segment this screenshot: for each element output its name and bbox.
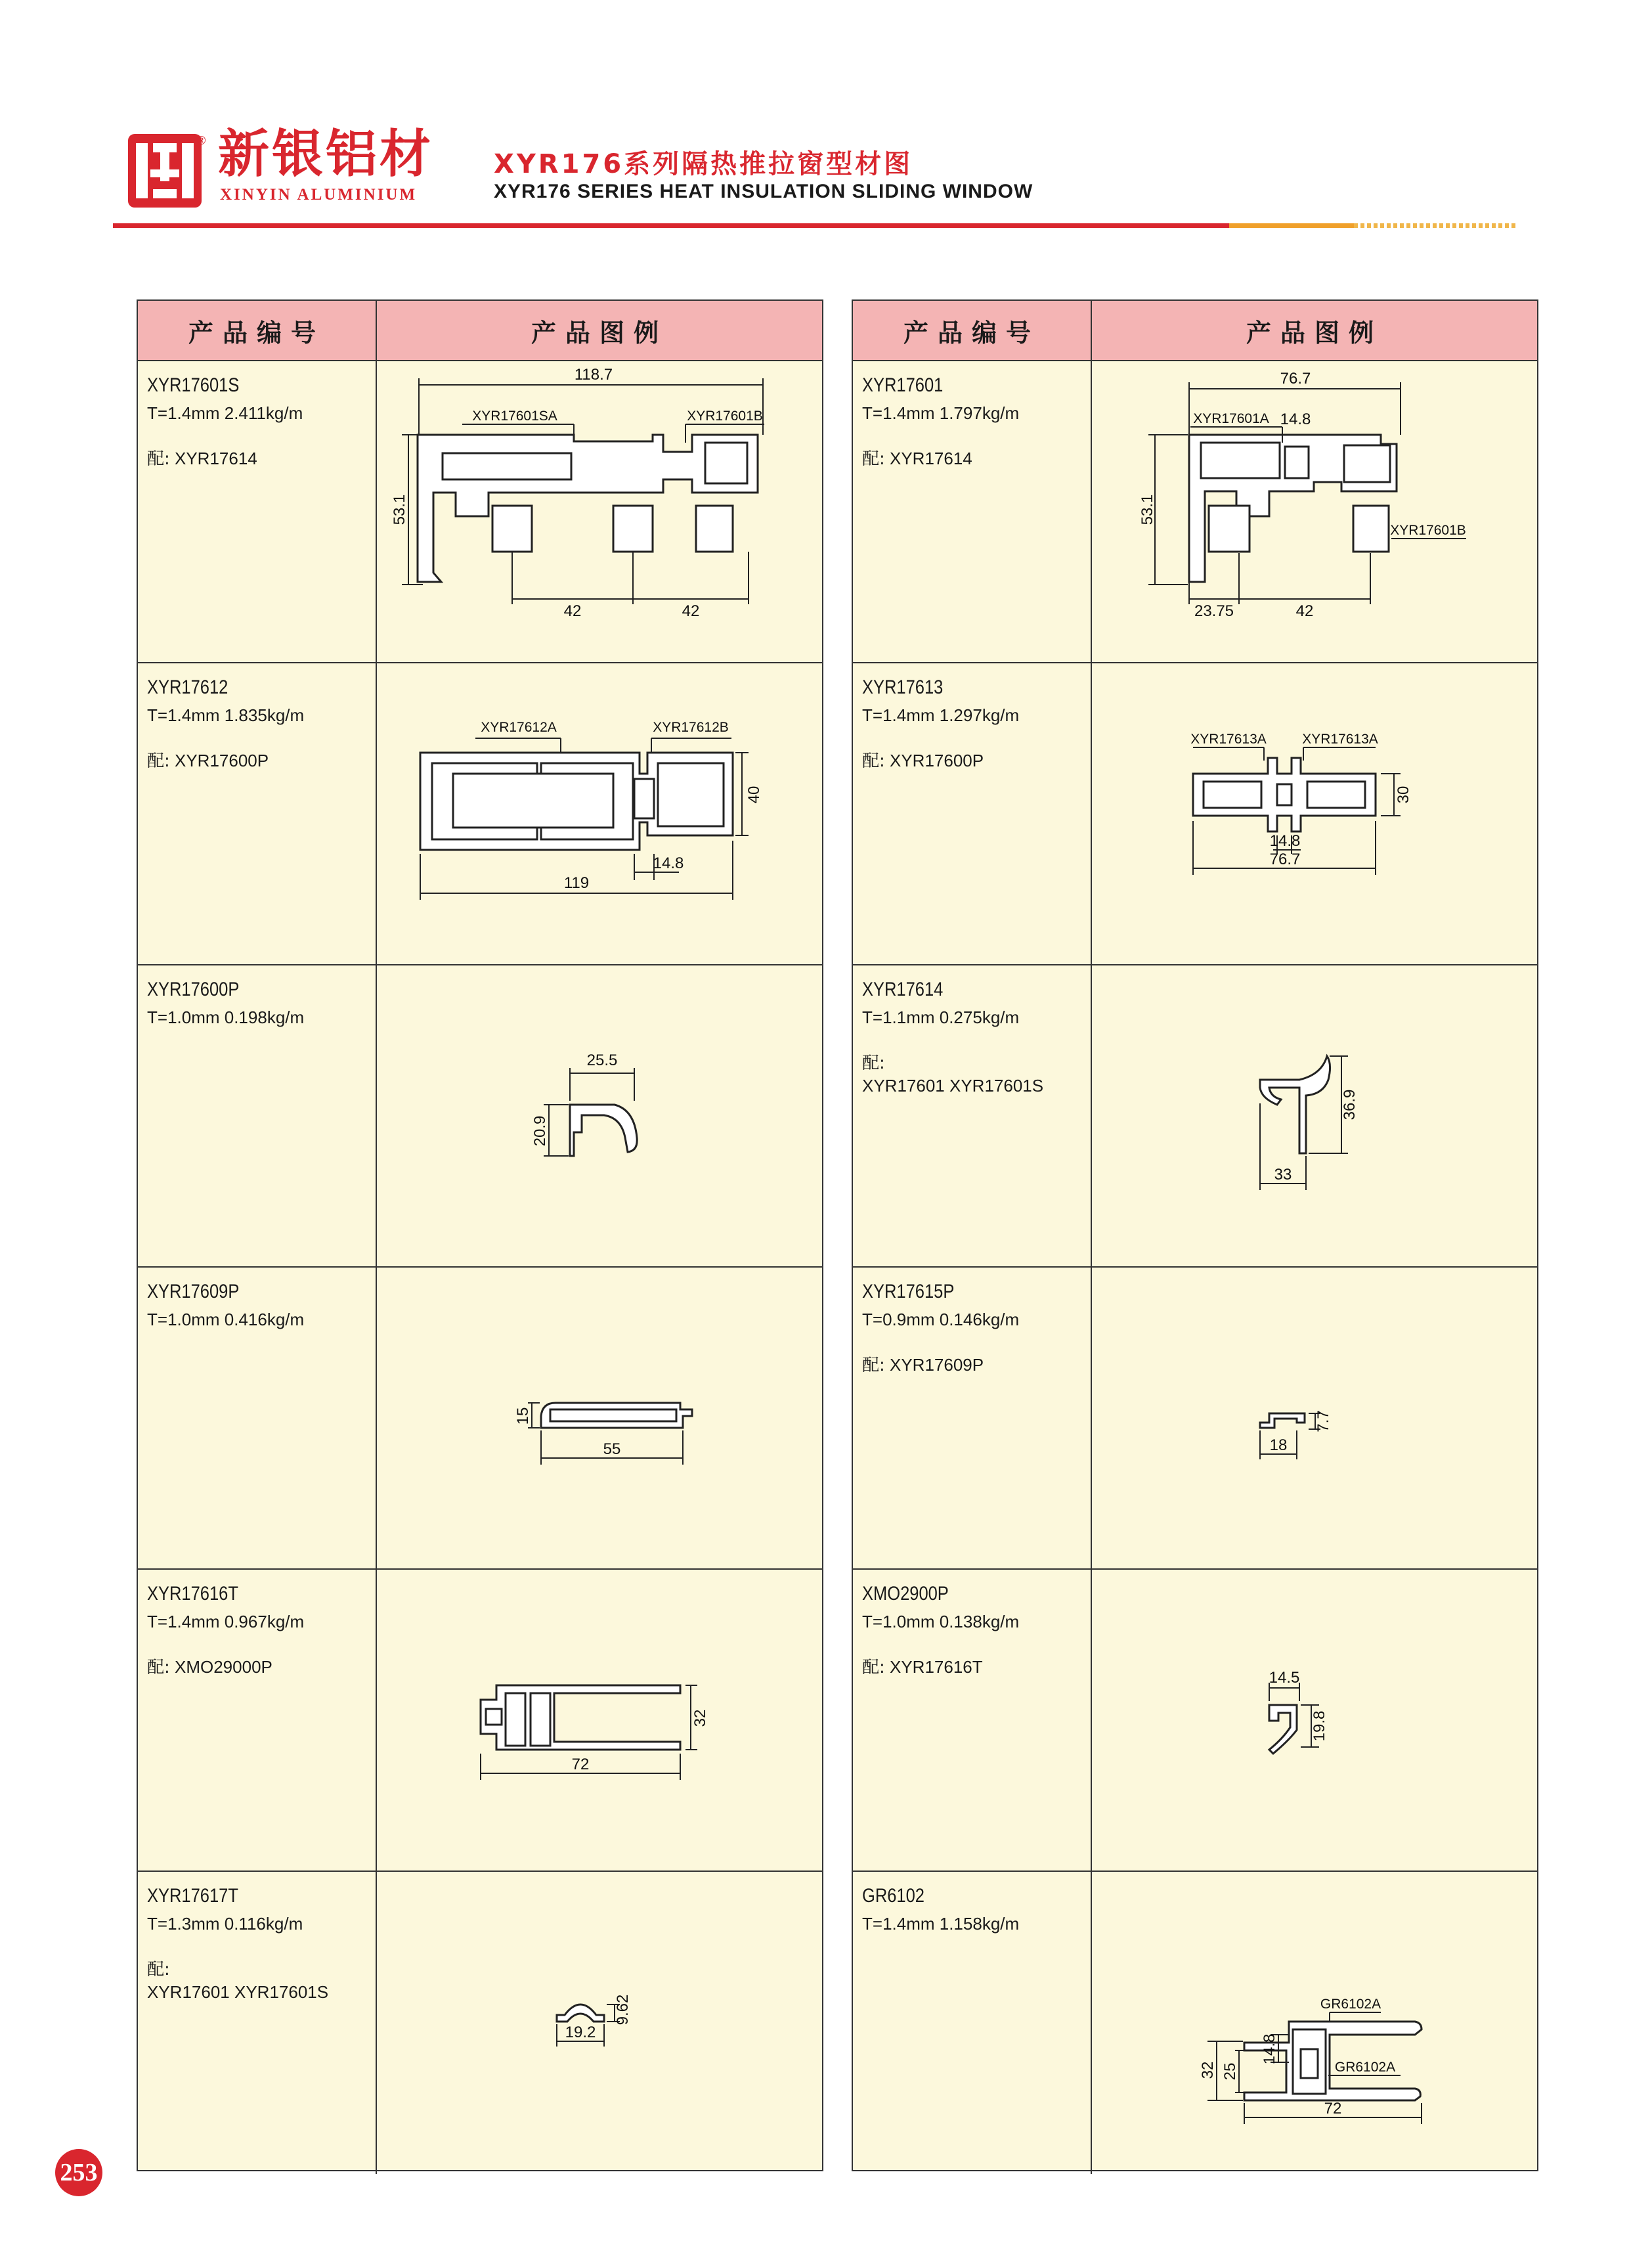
dim-width: 55	[603, 1440, 621, 1458]
dim-height: 20.9	[531, 1115, 549, 1147]
product-info	[853, 663, 1092, 964]
dim-strip: 14.8	[653, 854, 684, 872]
product-code: GR6102	[862, 1885, 924, 1907]
product-code: XYR17615P	[862, 1281, 955, 1302]
product-code: XMO2900P	[862, 1583, 949, 1605]
product-code: XYR17600P	[147, 979, 240, 1000]
product-code: XYR17609P	[147, 1281, 240, 1302]
dim-width: 72	[571, 1756, 590, 1773]
profile-drawing-xyr17614	[1092, 965, 1537, 1266]
product-spec: T=1.4mm 1.297kg/m	[862, 705, 1020, 725]
dim-height: 30	[1395, 786, 1412, 804]
product-drawing	[377, 663, 822, 964]
product-spec: T=1.4mm 1.797kg/m	[862, 403, 1020, 423]
page-header	[0, 0, 1652, 236]
profile-drawing-xyr17612	[377, 663, 822, 964]
xinyin-logo-icon	[128, 134, 202, 208]
product-row	[853, 1268, 1537, 1570]
header-rule-dots	[1354, 223, 1517, 228]
product-info	[138, 1872, 377, 2174]
product-info	[853, 965, 1092, 1266]
product-row	[138, 1872, 822, 2174]
product-code: XYR17601	[862, 374, 944, 396]
product-drawing	[377, 1872, 822, 2174]
product-spec: T=1.4mm 2.411kg/m	[147, 403, 303, 423]
dim-height: 53.1	[391, 494, 408, 525]
match-code: XMO29000P	[175, 1657, 272, 1677]
part-label-b: XYR17612B	[653, 720, 729, 735]
product-spec: T=0.9mm 0.146kg/m	[862, 1310, 1020, 1329]
dim-strip: 14.8	[1280, 410, 1311, 428]
part-label-b: GR6102A	[1334, 2060, 1396, 2075]
match-code: XYR17614	[175, 449, 257, 468]
dim-width: 76.7	[1269, 851, 1301, 868]
product-code: XYR17616T	[147, 1583, 238, 1605]
product-info	[138, 663, 377, 964]
product-code: XYR17601S	[147, 374, 240, 396]
dim-height: 40	[745, 786, 763, 804]
dim-spacing-1: 23.75	[1194, 602, 1234, 620]
profile-drawing-xyr17615p	[1092, 1268, 1537, 1568]
product-spec: T=1.4mm 1.835kg/m	[147, 705, 305, 725]
part-label-b: XYR17601B	[1390, 523, 1466, 538]
product-row	[138, 663, 822, 965]
product-info	[138, 361, 377, 662]
product-drawing	[1092, 1872, 1537, 2174]
dim-strip: 14.8	[1269, 832, 1301, 850]
brand-name-cn: 新银铝材	[218, 125, 434, 184]
product-spec: T=1.0mm 0.198kg/m	[147, 1007, 305, 1027]
match-label: 配:	[147, 1960, 170, 1980]
column-header-code: 产品编号	[853, 301, 1092, 361]
product-match	[147, 448, 376, 471]
dim-width: 119	[563, 874, 590, 892]
product-code: XYR17617T	[147, 1885, 238, 1907]
product-match	[147, 750, 376, 773]
product-spec: T=1.1mm 0.275kg/m	[862, 1007, 1020, 1027]
product-row	[138, 965, 822, 1268]
product-drawing	[1092, 965, 1537, 1266]
profile-drawing-xyr17609p	[377, 1268, 822, 1568]
dim-height: 9.62	[614, 1994, 632, 2026]
match-label: 配:	[147, 449, 170, 469]
dim-width: 19.2	[565, 2024, 596, 2041]
product-info	[853, 1872, 1092, 2174]
dim-height: 53.1	[1139, 494, 1156, 525]
product-match	[862, 1354, 1091, 1377]
column-header-image: 产品图例	[1092, 301, 1537, 361]
product-code: XYR17613	[862, 676, 944, 698]
match-code: XYR17600P	[890, 751, 984, 770]
product-drawing	[377, 1268, 822, 1568]
part-label-b: XYR17601B	[687, 409, 763, 424]
product-spec: T=1.4mm 1.158kg/m	[862, 1914, 1020, 1934]
product-match	[147, 1959, 376, 2004]
catalog-title-cn: XYR176系列隔热推拉窗型材图	[494, 149, 913, 179]
product-drawing	[377, 965, 822, 1266]
product-spec: T=1.0mm 0.138kg/m	[862, 1612, 1020, 1631]
dim-height: 32	[691, 1709, 709, 1727]
match-label: 配:	[147, 1658, 170, 1677]
dim-inner-height: 25	[1221, 2062, 1239, 2081]
product-drawing	[377, 1570, 822, 1871]
dim-spacing-1: 42	[563, 602, 582, 620]
product-drawing	[377, 361, 822, 662]
product-table-right	[852, 299, 1538, 2171]
match-label: 配:	[862, 1658, 885, 1677]
dim-width: 76.7	[1280, 370, 1311, 387]
product-table-left	[137, 299, 823, 2171]
product-row	[138, 1268, 822, 1570]
dim-width: 18	[1269, 1436, 1288, 1454]
match-label: 配:	[862, 751, 885, 771]
part-label-b: XYR17613A	[1302, 732, 1378, 747]
match-code: XYR17600P	[175, 751, 269, 770]
part-label-a: XYR17601SA	[472, 409, 557, 424]
dim-width: 118.7	[574, 366, 613, 384]
dim-width: 72	[1324, 2100, 1342, 2117]
match-code: XYR17601 XYR17601S	[147, 1981, 329, 2002]
product-match	[862, 1656, 1091, 1679]
part-label-a: XYR17601A	[1193, 411, 1269, 426]
profile-drawing-xyr17613	[1092, 663, 1537, 964]
product-spec: T=1.0mm 0.416kg/m	[147, 1310, 305, 1329]
part-label-a: GR6102A	[1320, 1997, 1381, 2012]
product-match	[862, 750, 1091, 773]
profile-drawing-xyr17601	[1092, 361, 1537, 662]
column-header-code: 产品编号	[138, 301, 377, 361]
product-spec: T=1.3mm 0.116kg/m	[147, 1914, 303, 1934]
product-code: XYR17614	[862, 979, 944, 1000]
match-code: XYR17609P	[890, 1355, 984, 1375]
product-row	[138, 361, 822, 663]
product-row	[853, 1570, 1537, 1872]
product-info	[138, 1268, 377, 1568]
product-row	[853, 965, 1537, 1268]
profile-drawing-xyr17600p	[377, 965, 822, 1266]
match-label: 配:	[147, 751, 170, 771]
header-rule-accent	[1229, 223, 1354, 228]
product-info	[138, 965, 377, 1266]
product-spec: T=1.4mm 0.967kg/m	[147, 1612, 305, 1631]
product-info	[853, 361, 1092, 662]
dim-width: 14.5	[1269, 1669, 1300, 1687]
part-label-a: XYR17613A	[1190, 732, 1267, 747]
match-label: 配:	[862, 1356, 885, 1375]
product-row	[853, 1872, 1537, 2174]
dim-height: 19.8	[1311, 1710, 1328, 1742]
product-row	[853, 663, 1537, 965]
product-code: XYR17612	[147, 676, 228, 698]
profile-drawing-xyr17617t	[377, 1872, 822, 2173]
match-code: XYR17601 XYR17601S	[862, 1075, 1044, 1096]
product-match	[862, 448, 1091, 471]
product-drawing	[1092, 1570, 1537, 1871]
dim-height: 7.7	[1315, 1410, 1332, 1432]
dim-width: 33	[1274, 1166, 1292, 1184]
brand-name-en: XINYIN ALUMINIUM	[220, 186, 418, 204]
catalog-title-en: XYR176 SERIES HEAT INSULATION SLIDING WINDOW	[494, 181, 1033, 202]
dim-height: 15	[514, 1407, 532, 1425]
profile-drawing-xmo2900p	[1092, 1570, 1537, 1871]
profile-drawing-gr6102	[1092, 1872, 1537, 2173]
product-info	[853, 1570, 1092, 1871]
product-row	[853, 361, 1537, 663]
column-header-image: 产品图例	[377, 301, 822, 361]
match-code: XYR17616T	[890, 1657, 983, 1677]
match-code: XYR17614	[890, 449, 972, 468]
page-number: 253	[55, 2149, 102, 2196]
header-rule	[113, 223, 1229, 228]
dim-spacing-2: 42	[1295, 602, 1314, 620]
product-drawing	[1092, 1268, 1537, 1568]
dim-height: 36.9	[1341, 1089, 1359, 1120]
dim-strip: 14.8	[1261, 2033, 1278, 2065]
product-info	[138, 1570, 377, 1871]
product-match	[147, 1656, 376, 1679]
dim-spacing-2: 42	[682, 602, 700, 620]
match-label: 配:	[862, 1053, 885, 1073]
product-drawing	[1092, 663, 1537, 964]
dim-height: 32	[1199, 2061, 1217, 2079]
product-row	[138, 1570, 822, 1872]
product-info	[853, 1268, 1092, 1568]
dim-width: 25.5	[586, 1052, 618, 1069]
profile-drawing-xyr17616t	[377, 1570, 822, 1871]
profile-drawing-xyr17601s	[377, 361, 822, 662]
match-label: 配:	[862, 449, 885, 469]
product-drawing	[1092, 361, 1537, 662]
product-match	[862, 1052, 1091, 1097]
part-label-a: XYR17612A	[481, 720, 557, 735]
registered-mark: ®	[197, 134, 206, 147]
